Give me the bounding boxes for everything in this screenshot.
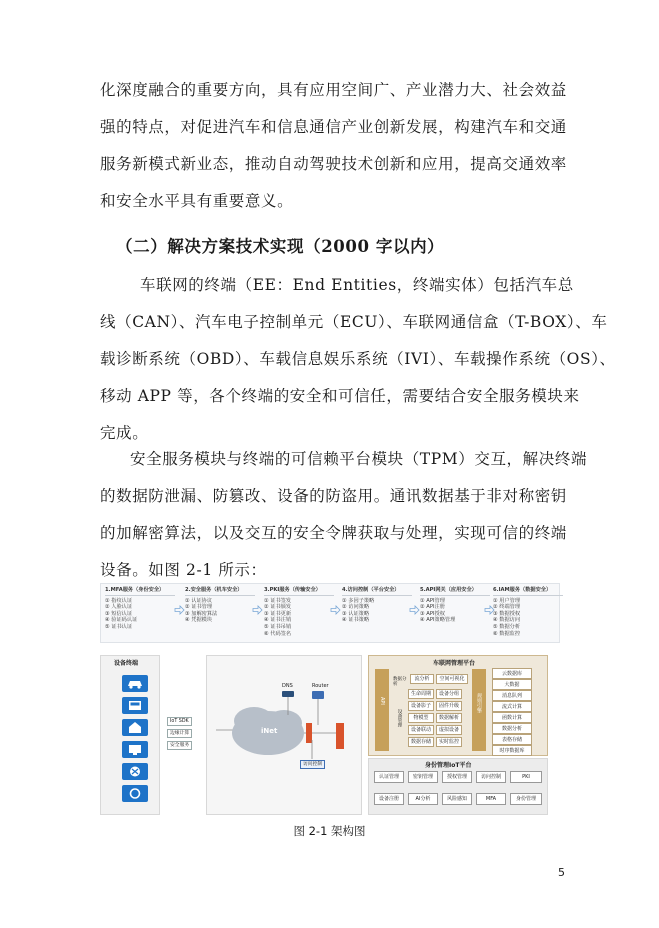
network-diagram — [206, 655, 362, 815]
service-step-4 — [342, 587, 412, 624]
iam-item: AI分析 — [408, 793, 438, 805]
step-title: 2.安全服务（机车安全） — [185, 587, 255, 596]
iam-item: 身份管理 — [510, 793, 542, 805]
text-line: 化深度融合的重要方向，具有应用空间广、产业潜力大、社会效益 — [100, 81, 567, 99]
dns-server-icon — [282, 691, 294, 697]
storage-item: 云数据库 — [492, 668, 532, 679]
step-item: ① 认证协议 — [185, 597, 213, 604]
platform-item: 生命周期 — [408, 689, 434, 699]
storage-item: 消息队列 — [492, 690, 532, 701]
step-item: ③ API授权 — [420, 610, 445, 617]
paragraph-3 — [100, 441, 588, 589]
architecture-diagram — [100, 583, 560, 815]
inet-label: iNet — [261, 727, 278, 735]
step-item: ② 证书颁发 — [264, 604, 292, 611]
step-item: ⑥ 代码签名 — [264, 630, 292, 637]
step-item: ⑤ 数据分析 — [493, 623, 521, 630]
iam-item: 访问控制 — [476, 771, 506, 783]
device-mgmt-label: 设备管理 — [397, 709, 402, 727]
iam-title: 身份管理IoT平台 — [425, 762, 472, 769]
step-item: ⑥ 数据监控 — [493, 630, 521, 637]
step-item: ④ 凭据模块 — [185, 617, 213, 624]
step-item: ④ 证书策略 — [342, 617, 370, 624]
storage-item: 函数计算 — [492, 712, 532, 723]
paragraph-1 — [100, 72, 567, 220]
step-item: ③ 认证策略 — [342, 610, 370, 617]
security-service-tag: 安全服务 — [167, 741, 192, 750]
text-line: 线（CAN）、汽车电子控制单元（ECU）、车联网通信盒（T-BOX）、车 — [100, 313, 608, 331]
home-icon — [122, 719, 148, 736]
api-label: API — [379, 697, 385, 705]
step-item: ④ 数据访问 — [493, 617, 521, 624]
step-item: ② 人脸认证 — [105, 604, 133, 611]
step-item: ④ API策略管理 — [420, 617, 456, 624]
step-title: 6.IAM服务（数据安全） — [493, 587, 563, 596]
service-steps-strip — [100, 583, 560, 643]
device-panel-title: 设备终端 — [114, 660, 139, 667]
text-line: 和安全水平具有重要意义。 — [100, 192, 294, 210]
service-step-5 — [420, 587, 490, 624]
firewall-icon — [336, 723, 344, 749]
platform-item: 数据存储 — [408, 737, 434, 747]
step-item: ⑤ 证书认证 — [105, 623, 133, 630]
step-item: ① API管理 — [420, 597, 445, 604]
iam-item: 密钥管理 — [408, 771, 438, 783]
step-item: ① 多因子策略 — [342, 597, 375, 604]
text-line: 服务新模式新业态，推动自动驾驶技术创新和应用，提高交通效率 — [100, 155, 567, 173]
refresh-icon — [122, 785, 148, 802]
step-item: ④ 验证码认证 — [105, 617, 138, 624]
storage-item: 时序数据库 — [492, 745, 532, 756]
platform-item: 设备影子 — [408, 701, 434, 711]
arrow-right-icon — [175, 606, 184, 614]
analysis-label: 数据分析 — [393, 677, 407, 687]
text-line: 车联网的终端（EE：End Entities，终端实体）包括汽车总 — [140, 276, 574, 294]
service-step-6 — [493, 587, 563, 637]
firewall-icon — [306, 723, 312, 743]
router-label: Router — [312, 683, 329, 689]
step-item: ③ 数据授权 — [493, 610, 521, 617]
dns-label: DNS — [282, 683, 293, 689]
platform-title: 车联网管理平台 — [433, 660, 476, 667]
section-heading: （二）解决方案技术实现（2000 字以内） — [116, 237, 445, 256]
text-line: 的数据防泄漏、防篡改、设备的防盗用。通讯数据基于非对称密钥 — [100, 487, 567, 505]
text-line: 载诊断系统（OBD）、车载信息娱乐系统（IVI）、车载操作系统（OS）、 — [100, 350, 616, 368]
platform-item: 空间可视化 — [436, 674, 468, 684]
platform-item: 虚拟设备 — [436, 725, 462, 735]
bus-icon — [122, 697, 148, 714]
rule-engine-label: 规则引擎 — [476, 693, 482, 713]
step-item: ② API注册 — [420, 604, 445, 611]
step-item: ⑤ 证书吊销 — [264, 623, 292, 630]
step-title: 4.访问控制（平台安全） — [342, 587, 412, 596]
iam-item: 授权管理 — [442, 771, 472, 783]
arrow-right-icon — [410, 606, 419, 614]
arrow-right-icon — [331, 606, 340, 614]
iam-item: 风险感知 — [442, 793, 472, 805]
text-line: 设备。如图 2-1 所示： — [100, 561, 267, 579]
service-step-3 — [264, 587, 334, 637]
storage-item: 表格存储 — [492, 734, 532, 745]
service-step-1 — [105, 587, 175, 631]
iot-sdk-tag: IoT SDK — [167, 717, 192, 726]
paragraph-2 — [100, 267, 616, 452]
step-item: ④ 证书注销 — [264, 617, 292, 624]
shield-icon — [122, 763, 148, 780]
api-column — [375, 669, 389, 751]
platform-item: 实时监控 — [436, 737, 462, 747]
page-number: 5 — [558, 866, 565, 879]
platform-item: 设备联动 — [408, 725, 434, 735]
iam-item: 设备注册 — [374, 793, 404, 805]
step-item: ③ 加解密算法 — [185, 610, 218, 617]
iam-item: MFA — [476, 793, 506, 805]
router-icon — [312, 691, 324, 699]
text-line: 安全服务模块与终端的可信赖平台模块（TPM）交互，解决终端 — [130, 450, 588, 468]
platform-item: 设备分组 — [436, 689, 462, 699]
storage-item: 数据分析 — [492, 723, 532, 734]
step-item: ③ 短信认证 — [105, 610, 133, 617]
text-line: 移动 APP 等，各个终端的安全和可信任，需要结合安全服务模块来 — [100, 387, 580, 405]
step-item: ① 用户管理 — [493, 597, 521, 604]
platform-item: 物模型 — [408, 713, 434, 723]
step-title: 5.API网关（应用安全） — [420, 587, 490, 596]
storage-item: 大数据 — [492, 679, 532, 690]
monitor-icon — [122, 741, 148, 758]
platform-item: 流分析 — [410, 674, 434, 684]
arrow-right-icon — [253, 606, 262, 614]
step-item: ② 证书管理 — [185, 604, 213, 611]
step-item: ② 终端管理 — [493, 604, 521, 611]
step-item: ① 证书签发 — [264, 597, 292, 604]
access-control-tag: 访问控制 — [300, 760, 325, 769]
platform-item: 固件升级 — [436, 701, 462, 711]
edge-computing-tag: 边缘计算 — [167, 729, 192, 738]
step-item: ① 指纹认证 — [105, 597, 133, 604]
rule-engine-column — [472, 669, 486, 751]
service-step-2 — [185, 587, 255, 624]
car-icon — [122, 675, 148, 692]
text-line: 完成。 — [100, 424, 149, 442]
text-line: 强的特点，对促进汽车和信息通信产业创新发展，构建汽车和交通 — [100, 118, 567, 136]
step-item: ③ 证书更新 — [264, 610, 292, 617]
step-title: 1.MFA服务（身份安全） — [105, 587, 175, 596]
storage-item: 流式计算 — [492, 701, 532, 712]
text-line: 的加解密算法，以及交互的安全令牌获取与处理，实现可信的终端 — [100, 524, 567, 542]
iam-item: PKI — [510, 771, 542, 783]
step-item: ② 访问策略 — [342, 604, 370, 611]
iam-item: 认证管理 — [374, 771, 404, 783]
platform-item: 数据解析 — [436, 713, 462, 723]
figure-caption: 图 2-1 架构图 — [293, 824, 366, 838]
step-title: 3.PKI服务（传输安全） — [264, 587, 334, 596]
